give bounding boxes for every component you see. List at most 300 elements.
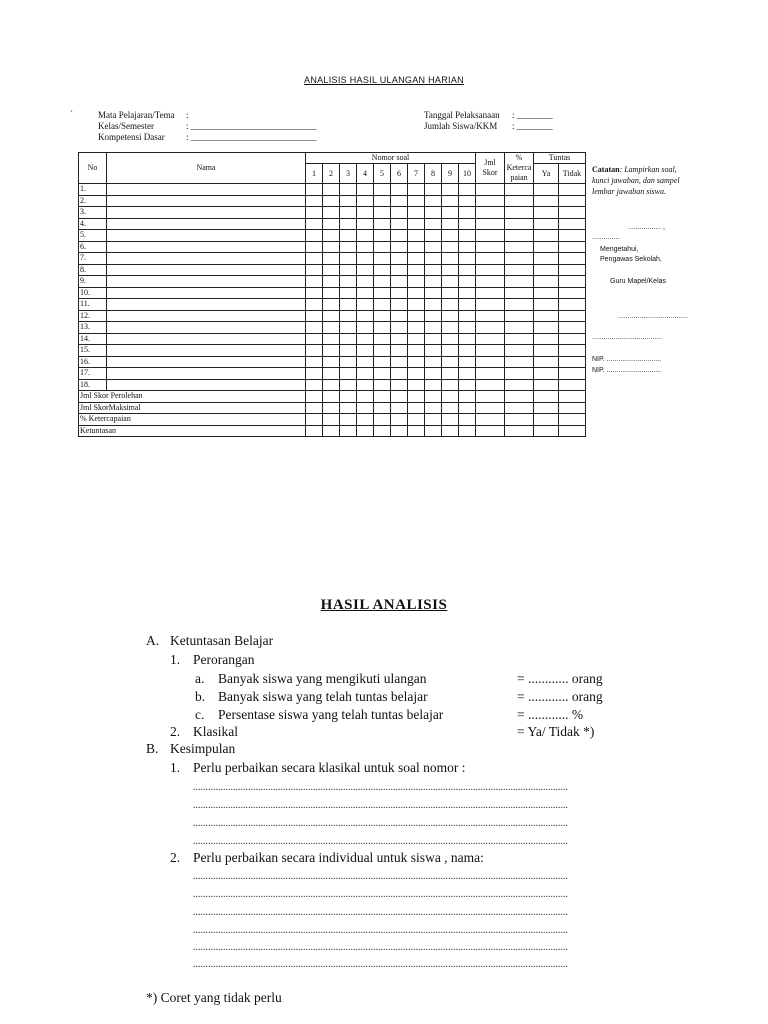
- score-cell[interactable]: [425, 264, 442, 276]
- student-name-cell[interactable]: [107, 253, 306, 265]
- score-cell[interactable]: [374, 333, 391, 345]
- score-cell[interactable]: [340, 299, 357, 311]
- student-name-cell[interactable]: [107, 184, 306, 196]
- score-cell[interactable]: [505, 241, 534, 253]
- score-cell[interactable]: [442, 368, 459, 380]
- score-cell[interactable]: [306, 379, 323, 391]
- score-cell[interactable]: [340, 322, 357, 334]
- score-cell[interactable]: [559, 276, 586, 288]
- score-cell[interactable]: [391, 379, 408, 391]
- student-name-cell[interactable]: [107, 218, 306, 230]
- score-cell[interactable]: [391, 391, 408, 403]
- score-cell[interactable]: [323, 195, 340, 207]
- score-cell[interactable]: [559, 264, 586, 276]
- score-cell[interactable]: [534, 391, 559, 403]
- score-cell[interactable]: [408, 402, 425, 414]
- score-cell[interactable]: [442, 333, 459, 345]
- score-cell[interactable]: [534, 287, 559, 299]
- score-cell[interactable]: [323, 414, 340, 426]
- score-cell[interactable]: [357, 414, 374, 426]
- score-cell[interactable]: [505, 264, 534, 276]
- score-cell[interactable]: [459, 287, 476, 299]
- score-cell[interactable]: [340, 414, 357, 426]
- score-cell[interactable]: [559, 322, 586, 334]
- score-cell[interactable]: [559, 299, 586, 311]
- score-cell[interactable]: [391, 241, 408, 253]
- score-cell[interactable]: [391, 333, 408, 345]
- score-cell[interactable]: [505, 230, 534, 242]
- score-cell[interactable]: [408, 322, 425, 334]
- score-cell[interactable]: [534, 402, 559, 414]
- score-cell[interactable]: [357, 425, 374, 437]
- score-cell[interactable]: [408, 230, 425, 242]
- score-cell[interactable]: [505, 184, 534, 196]
- score-cell[interactable]: [505, 356, 534, 368]
- score-cell[interactable]: [476, 207, 505, 219]
- score-cell[interactable]: [505, 276, 534, 288]
- score-cell[interactable]: [374, 379, 391, 391]
- score-cell[interactable]: [425, 345, 442, 357]
- score-cell[interactable]: [374, 425, 391, 437]
- score-cell[interactable]: [374, 276, 391, 288]
- score-cell[interactable]: [476, 310, 505, 322]
- score-cell[interactable]: [306, 276, 323, 288]
- score-cell[interactable]: [459, 402, 476, 414]
- score-cell[interactable]: [340, 241, 357, 253]
- score-cell[interactable]: [442, 218, 459, 230]
- score-cell[interactable]: [340, 310, 357, 322]
- score-cell[interactable]: [323, 402, 340, 414]
- score-cell[interactable]: [476, 402, 505, 414]
- score-cell[interactable]: [323, 345, 340, 357]
- score-cell[interactable]: [559, 287, 586, 299]
- score-cell[interactable]: [425, 379, 442, 391]
- score-cell[interactable]: [505, 379, 534, 391]
- score-cell[interactable]: [425, 241, 442, 253]
- student-name-cell[interactable]: [107, 345, 306, 357]
- score-cell[interactable]: [374, 299, 391, 311]
- score-cell[interactable]: [459, 345, 476, 357]
- score-cell[interactable]: [459, 253, 476, 265]
- score-cell[interactable]: [425, 253, 442, 265]
- score-cell[interactable]: [505, 402, 534, 414]
- score-cell[interactable]: [425, 333, 442, 345]
- score-cell[interactable]: [340, 345, 357, 357]
- score-cell[interactable]: [559, 345, 586, 357]
- score-cell[interactable]: [559, 207, 586, 219]
- score-cell[interactable]: [340, 218, 357, 230]
- score-cell[interactable]: [408, 253, 425, 265]
- score-cell[interactable]: [425, 391, 442, 403]
- score-cell[interactable]: [476, 287, 505, 299]
- score-cell[interactable]: [459, 264, 476, 276]
- score-cell[interactable]: [357, 230, 374, 242]
- score-cell[interactable]: [476, 425, 505, 437]
- score-cell[interactable]: [459, 425, 476, 437]
- score-cell[interactable]: [534, 299, 559, 311]
- score-cell[interactable]: [340, 391, 357, 403]
- score-cell[interactable]: [534, 264, 559, 276]
- score-cell[interactable]: [505, 253, 534, 265]
- score-cell[interactable]: [306, 345, 323, 357]
- score-cell[interactable]: [505, 345, 534, 357]
- score-cell[interactable]: [374, 241, 391, 253]
- score-cell[interactable]: [459, 379, 476, 391]
- score-cell[interactable]: [357, 391, 374, 403]
- score-cell[interactable]: [534, 379, 559, 391]
- score-cell[interactable]: [442, 287, 459, 299]
- score-cell[interactable]: [442, 310, 459, 322]
- score-cell[interactable]: [323, 310, 340, 322]
- score-cell[interactable]: [425, 310, 442, 322]
- score-cell[interactable]: [505, 299, 534, 311]
- score-cell[interactable]: [357, 218, 374, 230]
- score-cell[interactable]: [374, 230, 391, 242]
- score-cell[interactable]: [408, 218, 425, 230]
- score-cell[interactable]: [357, 299, 374, 311]
- score-cell[interactable]: [425, 184, 442, 196]
- score-cell[interactable]: [340, 368, 357, 380]
- score-cell[interactable]: [306, 368, 323, 380]
- student-name-cell[interactable]: [107, 368, 306, 380]
- score-cell[interactable]: [425, 414, 442, 426]
- score-cell[interactable]: [442, 379, 459, 391]
- score-cell[interactable]: [459, 333, 476, 345]
- score-cell[interactable]: [559, 310, 586, 322]
- score-cell[interactable]: [505, 425, 534, 437]
- score-cell[interactable]: [476, 333, 505, 345]
- score-cell[interactable]: [425, 368, 442, 380]
- score-cell[interactable]: [323, 425, 340, 437]
- score-cell[interactable]: [425, 356, 442, 368]
- student-name-cell[interactable]: [107, 356, 306, 368]
- score-cell[interactable]: [306, 425, 323, 437]
- score-cell[interactable]: [306, 299, 323, 311]
- score-cell[interactable]: [323, 253, 340, 265]
- score-cell[interactable]: [306, 333, 323, 345]
- score-cell[interactable]: [357, 287, 374, 299]
- score-cell[interactable]: [408, 425, 425, 437]
- score-cell[interactable]: [559, 379, 586, 391]
- score-cell[interactable]: [408, 184, 425, 196]
- score-cell[interactable]: [442, 425, 459, 437]
- score-cell[interactable]: [306, 310, 323, 322]
- score-cell[interactable]: [374, 368, 391, 380]
- score-cell[interactable]: [425, 287, 442, 299]
- score-cell[interactable]: [534, 310, 559, 322]
- score-cell[interactable]: [323, 287, 340, 299]
- score-cell[interactable]: [306, 184, 323, 196]
- score-cell[interactable]: [459, 356, 476, 368]
- score-cell[interactable]: [391, 184, 408, 196]
- score-cell[interactable]: [476, 368, 505, 380]
- score-cell[interactable]: [408, 310, 425, 322]
- score-cell[interactable]: [306, 264, 323, 276]
- student-name-cell[interactable]: [107, 379, 306, 391]
- score-cell[interactable]: [559, 402, 586, 414]
- score-cell[interactable]: [357, 195, 374, 207]
- score-cell[interactable]: [442, 264, 459, 276]
- score-cell[interactable]: [442, 184, 459, 196]
- score-cell[interactable]: [323, 368, 340, 380]
- score-cell[interactable]: [476, 264, 505, 276]
- score-cell[interactable]: [408, 207, 425, 219]
- score-cell[interactable]: [306, 402, 323, 414]
- score-cell[interactable]: [534, 322, 559, 334]
- score-cell[interactable]: [306, 241, 323, 253]
- score-cell[interactable]: [306, 391, 323, 403]
- score-cell[interactable]: [408, 414, 425, 426]
- score-cell[interactable]: [357, 345, 374, 357]
- score-cell[interactable]: [534, 195, 559, 207]
- student-name-cell[interactable]: [107, 264, 306, 276]
- score-cell[interactable]: [425, 425, 442, 437]
- score-cell[interactable]: [374, 184, 391, 196]
- score-cell[interactable]: [442, 345, 459, 357]
- score-cell[interactable]: [408, 356, 425, 368]
- score-cell[interactable]: [408, 276, 425, 288]
- score-cell[interactable]: [391, 368, 408, 380]
- score-cell[interactable]: [425, 230, 442, 242]
- student-name-cell[interactable]: [107, 287, 306, 299]
- score-cell[interactable]: [559, 253, 586, 265]
- score-cell[interactable]: [534, 333, 559, 345]
- score-cell[interactable]: [408, 264, 425, 276]
- score-cell[interactable]: [374, 218, 391, 230]
- score-cell[interactable]: [357, 402, 374, 414]
- score-cell[interactable]: [357, 184, 374, 196]
- score-cell[interactable]: [408, 391, 425, 403]
- score-cell[interactable]: [476, 184, 505, 196]
- score-cell[interactable]: [534, 253, 559, 265]
- score-cell[interactable]: [391, 402, 408, 414]
- score-cell[interactable]: [357, 276, 374, 288]
- score-cell[interactable]: [323, 333, 340, 345]
- score-cell[interactable]: [476, 414, 505, 426]
- score-cell[interactable]: [391, 414, 408, 426]
- score-cell[interactable]: [374, 253, 391, 265]
- score-cell[interactable]: [505, 218, 534, 230]
- score-cell[interactable]: [374, 195, 391, 207]
- score-cell[interactable]: [559, 184, 586, 196]
- score-cell[interactable]: [442, 322, 459, 334]
- score-cell[interactable]: [323, 218, 340, 230]
- score-cell[interactable]: [476, 253, 505, 265]
- score-cell[interactable]: [357, 379, 374, 391]
- score-cell[interactable]: [505, 310, 534, 322]
- score-cell[interactable]: [374, 264, 391, 276]
- score-cell[interactable]: [323, 391, 340, 403]
- score-cell[interactable]: [340, 195, 357, 207]
- score-cell[interactable]: [306, 230, 323, 242]
- score-cell[interactable]: [340, 184, 357, 196]
- score-cell[interactable]: [391, 425, 408, 437]
- score-cell[interactable]: [442, 391, 459, 403]
- score-cell[interactable]: [442, 230, 459, 242]
- score-cell[interactable]: [534, 368, 559, 380]
- student-name-cell[interactable]: [107, 322, 306, 334]
- score-cell[interactable]: [374, 322, 391, 334]
- score-cell[interactable]: [534, 276, 559, 288]
- student-name-cell[interactable]: [107, 299, 306, 311]
- score-cell[interactable]: [323, 356, 340, 368]
- score-cell[interactable]: [559, 356, 586, 368]
- score-cell[interactable]: [534, 425, 559, 437]
- score-cell[interactable]: [459, 368, 476, 380]
- score-cell[interactable]: [559, 414, 586, 426]
- score-cell[interactable]: [476, 195, 505, 207]
- score-cell[interactable]: [425, 218, 442, 230]
- score-cell[interactable]: [459, 391, 476, 403]
- score-cell[interactable]: [374, 310, 391, 322]
- score-cell[interactable]: [357, 264, 374, 276]
- score-cell[interactable]: [442, 356, 459, 368]
- score-cell[interactable]: [306, 356, 323, 368]
- score-cell[interactable]: [476, 230, 505, 242]
- score-cell[interactable]: [340, 230, 357, 242]
- score-cell[interactable]: [425, 207, 442, 219]
- score-cell[interactable]: [534, 356, 559, 368]
- score-cell[interactable]: [323, 264, 340, 276]
- score-cell[interactable]: [391, 207, 408, 219]
- score-cell[interactable]: [459, 207, 476, 219]
- student-name-cell[interactable]: [107, 207, 306, 219]
- student-name-cell[interactable]: [107, 276, 306, 288]
- score-cell[interactable]: [505, 322, 534, 334]
- score-cell[interactable]: [391, 195, 408, 207]
- score-cell[interactable]: [534, 241, 559, 253]
- score-cell[interactable]: [391, 253, 408, 265]
- score-cell[interactable]: [306, 322, 323, 334]
- score-cell[interactable]: [476, 379, 505, 391]
- score-cell[interactable]: [442, 414, 459, 426]
- score-cell[interactable]: [442, 241, 459, 253]
- score-cell[interactable]: [340, 276, 357, 288]
- score-cell[interactable]: [340, 207, 357, 219]
- score-cell[interactable]: [340, 425, 357, 437]
- score-cell[interactable]: [459, 230, 476, 242]
- score-cell[interactable]: [391, 230, 408, 242]
- score-cell[interactable]: [442, 253, 459, 265]
- student-name-cell[interactable]: [107, 241, 306, 253]
- score-cell[interactable]: [374, 207, 391, 219]
- score-cell[interactable]: [306, 253, 323, 265]
- score-cell[interactable]: [442, 402, 459, 414]
- score-cell[interactable]: [357, 322, 374, 334]
- score-cell[interactable]: [391, 299, 408, 311]
- score-cell[interactable]: [306, 195, 323, 207]
- score-cell[interactable]: [391, 322, 408, 334]
- score-cell[interactable]: [459, 195, 476, 207]
- score-cell[interactable]: [340, 253, 357, 265]
- score-cell[interactable]: [505, 333, 534, 345]
- student-name-cell[interactable]: [107, 230, 306, 242]
- score-cell[interactable]: [505, 287, 534, 299]
- score-cell[interactable]: [374, 356, 391, 368]
- score-cell[interactable]: [408, 241, 425, 253]
- score-cell[interactable]: [357, 253, 374, 265]
- score-cell[interactable]: [476, 356, 505, 368]
- score-cell[interactable]: [459, 299, 476, 311]
- score-cell[interactable]: [306, 414, 323, 426]
- score-cell[interactable]: [357, 333, 374, 345]
- score-cell[interactable]: [425, 299, 442, 311]
- score-cell[interactable]: [476, 276, 505, 288]
- score-cell[interactable]: [391, 345, 408, 357]
- score-cell[interactable]: [374, 414, 391, 426]
- score-cell[interactable]: [505, 368, 534, 380]
- score-cell[interactable]: [459, 310, 476, 322]
- score-cell[interactable]: [323, 379, 340, 391]
- score-cell[interactable]: [425, 322, 442, 334]
- score-cell[interactable]: [476, 345, 505, 357]
- score-cell[interactable]: [391, 218, 408, 230]
- score-cell[interactable]: [391, 287, 408, 299]
- score-cell[interactable]: [534, 345, 559, 357]
- score-cell[interactable]: [459, 322, 476, 334]
- score-cell[interactable]: [374, 287, 391, 299]
- score-cell[interactable]: [425, 276, 442, 288]
- student-name-cell[interactable]: [107, 310, 306, 322]
- score-cell[interactable]: [534, 184, 559, 196]
- score-cell[interactable]: [534, 230, 559, 242]
- score-cell[interactable]: [391, 356, 408, 368]
- score-cell[interactable]: [340, 264, 357, 276]
- score-cell[interactable]: [306, 207, 323, 219]
- score-cell[interactable]: [357, 356, 374, 368]
- score-cell[interactable]: [340, 402, 357, 414]
- score-cell[interactable]: [459, 414, 476, 426]
- score-cell[interactable]: [323, 322, 340, 334]
- score-cell[interactable]: [323, 184, 340, 196]
- score-cell[interactable]: [459, 241, 476, 253]
- score-cell[interactable]: [425, 402, 442, 414]
- student-name-cell[interactable]: [107, 333, 306, 345]
- score-cell[interactable]: [374, 402, 391, 414]
- score-cell[interactable]: [408, 379, 425, 391]
- score-cell[interactable]: [323, 241, 340, 253]
- score-cell[interactable]: [323, 230, 340, 242]
- score-cell[interactable]: [559, 241, 586, 253]
- score-cell[interactable]: [476, 322, 505, 334]
- score-cell[interactable]: [374, 345, 391, 357]
- score-cell[interactable]: [408, 333, 425, 345]
- score-cell[interactable]: [476, 391, 505, 403]
- score-cell[interactable]: [442, 195, 459, 207]
- score-cell[interactable]: [559, 425, 586, 437]
- score-cell[interactable]: [408, 287, 425, 299]
- score-cell[interactable]: [340, 333, 357, 345]
- student-name-cell[interactable]: [107, 195, 306, 207]
- score-cell[interactable]: [442, 207, 459, 219]
- score-cell[interactable]: [425, 195, 442, 207]
- score-cell[interactable]: [476, 218, 505, 230]
- score-cell[interactable]: [559, 195, 586, 207]
- score-cell[interactable]: [505, 195, 534, 207]
- score-cell[interactable]: [306, 218, 323, 230]
- score-cell[interactable]: [357, 207, 374, 219]
- score-cell[interactable]: [505, 207, 534, 219]
- score-cell[interactable]: [391, 310, 408, 322]
- score-cell[interactable]: [534, 414, 559, 426]
- score-cell[interactable]: [340, 356, 357, 368]
- score-cell[interactable]: [408, 299, 425, 311]
- score-cell[interactable]: [442, 276, 459, 288]
- score-cell[interactable]: [559, 218, 586, 230]
- score-cell[interactable]: [391, 276, 408, 288]
- score-cell[interactable]: [459, 276, 476, 288]
- score-cell[interactable]: [357, 368, 374, 380]
